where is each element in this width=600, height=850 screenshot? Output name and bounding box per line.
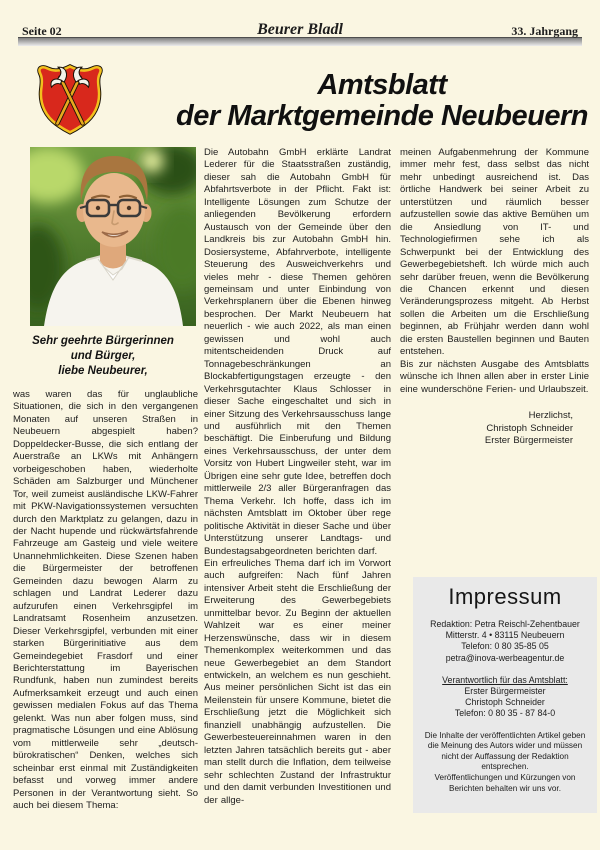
article-paragraph: Die Autobahn GmbH erklärte Landrat Lederer für die Staatsstraßen zuständig, dieser sah die Autobahn GmbH für Abfahrtsverbote in der Pflicht. Fakt ist: Intelligente Lösungen zum Schutze der anliegenden Bevölkerung erfordern Austausch von der Gemeinde über den Landkreis bis zur Autobahn GmbH hin. Dosiersysteme, Abfahrverbote, intelligente Steuerung des Ausweichverkehrs und vieles mehr - diese Themen gehören gemeinsam und unter Einbindung von Verkehrsplanern über die Ebenen hinweg besprochen. Der Markt Neubeuern hat neuerlich - wie auch 2022, als man einen gewissen und wohl auch mitentscheidenden Druck auf Tonnagebeschränkungen an Blockabfertigungstagen erzeugte - den Verkehrsgutachter Klaus Schlosser in dieser Sache eingeschaltet und sich in einer Sitzung des Verkehrsausschuss lange und ausführlich mit den Themen beschäftigt. Die Einberufung und Bildung eines Verkehrsausschuss, der unter dem Vorsitz von Hubert Lingweiler steht, war im Übrigen eine sehr gute Idee, betreffen doch mittlerweile 2/3 aller Bürgeranfragen das Thema Verkehr. Ich hoffe, dass ich im nächsten Amtsblatt im Oktober über rege politische Aktivität in dieser Sache und über Unterstützung unserer Landtags- und Bundestagsabgeordneten berichten darf.: [204, 147, 391, 557]
article-column-1: [13, 389, 198, 826]
article-paragraph: was waren das für unglaubliche Situationen, die sich in den vergangenen Monaten auf unseren Straßen in Neubeuern abgespielt haben? Doppeldecker-Busse, die sich entlang der Auerstraße an LKWs mit Anhängern vorbeigeschoben haben, wiederholte Schäden am Salzburger und Münchener Tor, weil zumeist ausländische LKW-Fahrer mit PKW-Navigationssystemen versuchten durch den Marktplatz zu gelangen, dazu in der Nacht hupende und rückwärtsfahrende Fahrzeuge am Gasteig und viele weitere Unannehmlichkeiten. Diese Szenen haben die Bürgermeister der betroffenen Gemeinden dazu bewogen Alarm zu schlagen und Landrat Lederer dazu aufzurufen einen Verkehrsgipfel im Landratsamt Rosenheim anzusetzen. Dieser Verkehrsgipfel, verbunden mit einer starken Bürgerinitiative aus dem Gemeindegebiet Frasdorf und einer Berichterstattung im Bayerischen Rundfunk, haben nun zumindest bereits Aufmerksamkeit erzeugt und auch einen gewissen medialen Fokus auf das Thema gelenkt. Was nun aber folgen muss, sind pragmatische Lösungen und eine Ablösung vom mittlerweile sehr „deutsch-bürokratischen“ Denken, welches sich scheinbar erst einmal mit Zuständigkeiten befasst und vorweg immer andere Personen in der Verantwortung sieht. So auch bei diesem Thema:: [13, 389, 198, 811]
coat-of-arms: [32, 62, 108, 136]
impressum-note-2: Veröffentlichungen und Kürzungen von Berichten behalten wir uns vor.: [434, 773, 576, 793]
article-column-3: [400, 147, 589, 467]
mayor-photo-graphic: [30, 147, 196, 326]
impressum-spacer: [413, 664, 597, 675]
signature-title: Erster Bürgermeister: [484, 435, 573, 447]
newsletter-name: Beurer Bladl: [257, 21, 343, 38]
impressum-spacer: [413, 720, 597, 731]
impressum-responsible-name: Christoph Schneider: [465, 697, 545, 708]
signature-closing: Herzlichst,: [528, 410, 573, 422]
masthead-title-line1: Amtsblatt: [317, 69, 447, 101]
article-paragraph: Ein erfreuliches Thema darf ich im Vorwort auch aufgreifen: Nach fünf Jahren intensiver Arbeit steht die Erschließung der Erweiterung des Gewerbegebiets unmittelbar bevor. Zu Beginn der aktuellen Wahlzeit war es einer meiner Herzenswünsche, dass wir in diesem Themenkomplex weiterkommen und das neue Gewerbegebiet an dem Standort entwickeln, an welchem es nun geschieht. Aus meiner persönlichen Sicht ist das ein Meilenstein für unsere Kommune, bietet die Erschließung jetzt die Möglichkeit sich finanziell unabhängig aufzustellen. Die Gewerbesteuereinnahmen waren in den letzten Jahren tatsächlich bereits gut - aber man stellt durch die Inflation, dem teilweise sehr schlechten Zustand der Infrastruktur und den damit verbunden Investitionen und der allge-: [204, 557, 391, 806]
article-paragraph: Bis zur nächsten Ausgabe des Amtsblatts wünsche ich Ihnen allen aber in erster Linie eine wunderschöne Ferien- und Urlaubszeit.: [400, 358, 589, 395]
article-column-2: [204, 147, 391, 844]
coat-of-arms-graphic: [32, 62, 108, 136]
impressum-email: petra@inova-werbeagentur.de: [445, 652, 565, 663]
greeting-line-1: Sehr geehrte Bürgerinnen: [32, 335, 174, 347]
masthead: [172, 70, 592, 132]
greeting-line-2: und Bürger,: [70, 350, 136, 362]
impressum-box: [413, 577, 597, 813]
greeting-line-3: liebe Neubeurer,: [58, 365, 148, 377]
page-number: Seite 02: [22, 24, 62, 38]
impressum-title: Impressum: [448, 584, 562, 609]
mayor-photo: [30, 147, 196, 326]
impressum-phone-2: Telefon: 0 80 35 - 87 84-0: [454, 708, 556, 719]
impressum-note-1: Die Inhalte der veröffentlichten Artikel geben die Meinung des Autors wider und müssen nicht der Auffassung der Redaktion entsprechen.: [424, 730, 586, 772]
greeting: [8, 334, 198, 379]
impressum-responsible-heading: Verantwortlich für das Amtsblatt:: [442, 674, 568, 685]
article-paragraph: meinen Aufgabenmehrung der Kommune immer mehr fest, dass selbst das nicht mehr unbedingt ausreichend ist. Das örtliche Handwerk bei seiner Arbeit zu unterstützen und räumlich besser aufzustellen sowie das aktive Bemühen um die Ansiedlung von IT- und Technologiefirmen sehe ich als Schwerpunkt bei der Entwicklung des Gewerbegebietsheft. Ich würde mich auch sehr darüber freuen, wenn die Bevölkerung die Chancen erkennt und diesen Veränderungsprozess mitgeht. Ab Herbst sollen die Arbeiten um die Erschließung beginnen, ab Frühjahr werden dann wohl die ersten Baustellen beginnen und Bauten entstehen.: [400, 147, 589, 358]
signature-block: [400, 410, 589, 448]
impressum-address: Mitterstr. 4 • 83115 Neubeuern: [445, 630, 565, 641]
impressum-redaktion: Redaktion: Petra Reischl-Zehentbauer: [430, 619, 580, 629]
impressum-responsible-title: Erster Bürgermeister: [464, 686, 546, 697]
impressum-phone-1: Telefon: 0 80 35-85 05: [461, 641, 549, 652]
volume-label: 33. Jahrgang: [511, 24, 578, 38]
signature-name: Christoph Schneider: [486, 422, 573, 434]
masthead-title-line2: der Marktgemeinde Neubeuern: [176, 100, 588, 132]
